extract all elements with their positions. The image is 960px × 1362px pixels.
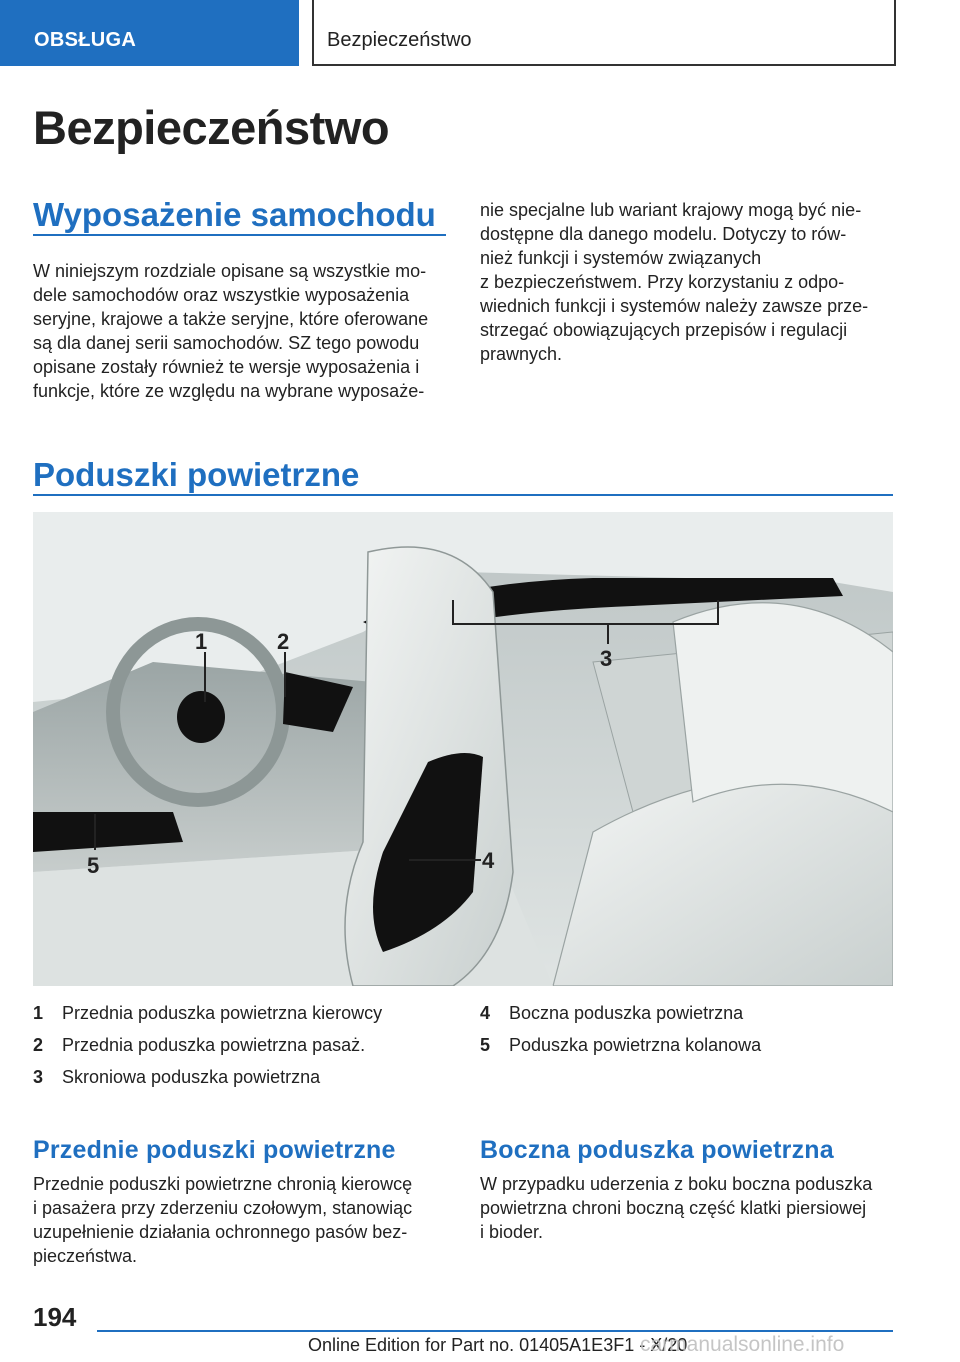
- legend-number: 4: [480, 1003, 491, 1023]
- page-title: Bezpieczeństwo: [33, 101, 390, 154]
- text-line: pieczeństwa.: [33, 1246, 138, 1266]
- driver-airbag-1: [177, 691, 225, 743]
- page-number: 194: [33, 1302, 77, 1332]
- text-line: i bioder.: [480, 1222, 544, 1242]
- footer-edition: Online Edition for Part no. 01405A1E3F1 - X/20: [308, 1335, 688, 1355]
- legend-text: Przednia poduszka powietrzna pasaż.: [62, 1035, 366, 1055]
- legend-item: [33, 1067, 453, 1091]
- text-line: dele samochodów oraz wszystkie wyposażenia: [33, 285, 410, 305]
- text-line: nie specjalne lub wariant krajowy mogą być nie‐: [480, 200, 862, 220]
- legend-text: Przednia poduszka powietrzna kierowcy: [62, 1003, 383, 1023]
- car-interior-illustration: [33, 512, 893, 986]
- breadcrumb: [312, 0, 896, 66]
- heading-equipment: Wyposażenie samochodu: [33, 196, 436, 233]
- text-line: W niniejszym rozdziale opisane są wszystkie mo‐: [33, 261, 427, 281]
- legend-number: 2: [33, 1035, 44, 1055]
- text-line: uzupełnienie działania ochronnego pasów bez‐: [33, 1222, 408, 1242]
- text-line: Przednie poduszki powietrzne chronią kierowcę: [33, 1174, 413, 1194]
- front-airbags-text: [33, 1172, 453, 1268]
- heading-airbags-rule: [33, 494, 893, 496]
- heading-front-airbags: Przednie poduszki powietrzne: [33, 1136, 396, 1164]
- legend-item: [33, 1003, 453, 1027]
- section-tab: [0, 0, 299, 66]
- callout-3: 3: [600, 646, 613, 671]
- text-line: dostępne dla danego modelu. Dotyczy to rów‐: [480, 224, 847, 244]
- text-line: strzegać obowiązujących przepisów i regulacji: [480, 320, 848, 340]
- text-line: i pasażera przy zderzeniu czołowym, stanowiąc: [33, 1198, 413, 1218]
- text-line: wiednich funkcji i systemów należy zawsze prze‐: [480, 296, 869, 316]
- text-line: nież funkcji i systemów związanych: [480, 248, 762, 268]
- callout-4: 4: [482, 848, 495, 873]
- callout-2: 2: [277, 629, 290, 654]
- equipment-text-col2: [480, 198, 900, 366]
- callout-5: 5: [87, 853, 100, 878]
- legend-number: 3: [33, 1067, 44, 1087]
- footer-watermark: carmanualsonline.info: [640, 1333, 845, 1356]
- legend-text: Boczna poduszka powietrzna: [509, 1003, 744, 1023]
- legend-number: 5: [480, 1035, 491, 1055]
- legend-text: Skroniowa poduszka powietrzna: [62, 1067, 321, 1087]
- heading-equipment-rule: [33, 234, 446, 236]
- section-label: OBSŁUGA: [34, 29, 137, 51]
- text-line: powietrzna chroni boczną część klatki piersiowej: [480, 1198, 867, 1218]
- text-line: prawnych.: [480, 344, 563, 364]
- side-airbag-text: [480, 1172, 900, 1244]
- text-line: W przypadku uderzenia z boku boczna poduszka: [480, 1174, 873, 1194]
- heading-side-airbag: Boczna poduszka powietrzna: [480, 1136, 834, 1164]
- legend-number: 1: [33, 1003, 44, 1023]
- page-header: [0, 0, 960, 66]
- callout-1: 1: [195, 629, 208, 654]
- rear-seat-back: [673, 603, 893, 812]
- text-line: opisane zostały również te wersje wyposażenia i: [33, 357, 420, 377]
- heading-airbags: Poduszki powietrzne: [33, 456, 360, 493]
- text-line: funkcje, które ze względu na wybrane wyposaże‐: [33, 381, 425, 401]
- equipment-text-col1: [33, 259, 453, 403]
- breadcrumb-label: Bezpieczeństwo: [327, 29, 472, 51]
- text-line: są dla danej serii samochodów. SZ tego powodu: [33, 333, 420, 353]
- legend-item: [480, 1003, 900, 1027]
- text-line: z bezpieczeństwem. Przy korzystaniu z odpo‐: [480, 272, 845, 292]
- text-line: seryjne, krajowe a także seryjne, które oferowane: [33, 309, 429, 329]
- legend-text: Poduszka powietrzna kolanowa: [509, 1035, 762, 1055]
- footer-rule: [97, 1330, 893, 1332]
- legend-item: [33, 1035, 453, 1059]
- legend-item: [480, 1035, 900, 1059]
- airbag-location-figure: [33, 512, 893, 986]
